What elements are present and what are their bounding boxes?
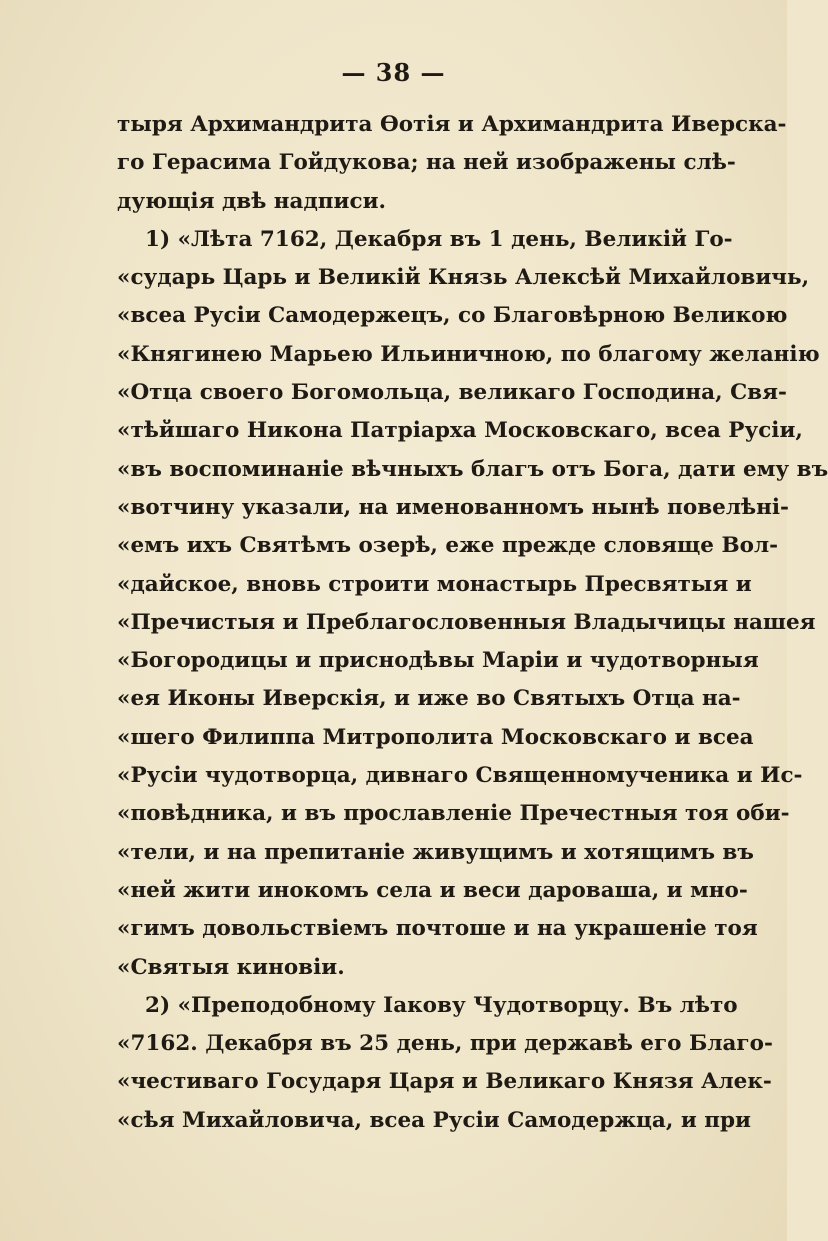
text-line: «всеа Русіи Самодержецъ, со Благовѣрною Великою	[117, 303, 788, 329]
text-line: «ея Иконы Иверскія, и иже во Святыхъ Отца на-	[117, 686, 741, 712]
text-line: «повѣдника, и въ прославленіе Пречестныя тоя оби-	[117, 801, 790, 827]
text-line: тыря Архимандрита Ѳотія и Архимандрита Иверска-	[117, 112, 787, 137]
text-body	[117, 106, 828, 1140]
text-line: го Герасима Гойдукова; на ней изображены слѣ-	[117, 150, 736, 176]
text-line: «Княгинею Марьею Ильиничною, по благому желанію	[117, 341, 820, 367]
text-line: «сударь Царь и Великій Князь Алексѣй Михайловичь,	[117, 265, 810, 291]
text-line: «шего Филиппа Митрополита Московскаго и всеа	[117, 724, 754, 750]
text-line: «вотчину указали, на именованномъ нынѣ повелѣні-	[117, 494, 789, 520]
text-line: «гимъ довольствіемъ почтоше и на украшеніе тоя	[117, 916, 758, 942]
page-number: — 38 —	[341, 58, 446, 87]
text-line: «тели, и на препитаніе живущимъ и хотящимъ въ	[117, 839, 754, 865]
text-line: «ней жити инокомъ села и веси дароваша, и мно-	[117, 877, 748, 903]
text-line: «Богородицы и приснодѣвы Маріи и чудотворныя	[117, 648, 759, 674]
text-line: «честиваго Государя Царя и Великаго Князя Алек-	[117, 1069, 772, 1095]
text-line: «емъ ихъ Святѣмъ озерѣ, еже прежде словяще Вол-	[117, 533, 779, 559]
text-line: дующія двѣ надписи.	[117, 188, 387, 214]
text-line: «Пречистыя и Преблагословенныя Владычицы нашея	[117, 609, 816, 635]
text-line: «сѣя Михайловича, всеа Русіи Самодержца, и при	[117, 1107, 751, 1133]
text-line: «въ воспоминаніе вѣчныхъ благъ отъ Бога, дати ему въ	[117, 456, 828, 482]
text-line: «Отца своего Богомольца, великаго Господина, Свя-	[117, 380, 787, 406]
text-line: «тѣйшаго Никона Патріарха Московскаго, всеа Русіи,	[117, 418, 803, 444]
text-line: «дайское, вновь строити монастырь Пресвятыя и	[117, 571, 752, 597]
text-line: «7162. Декабря въ 25 день, при державѣ его Благо-	[117, 1031, 773, 1057]
text-line: 1) «Лѣта 7162, Декабря въ 1 день, Великій Го-	[145, 226, 733, 252]
text-line: 2) «Преподобному Іакову Чудотворцу. Въ лѣто	[145, 992, 738, 1018]
text-line: «Русіи чудотворца, дивнаго Священномученика и Ис-	[117, 763, 803, 789]
text-line: «Святыя киновіи.	[117, 954, 345, 980]
